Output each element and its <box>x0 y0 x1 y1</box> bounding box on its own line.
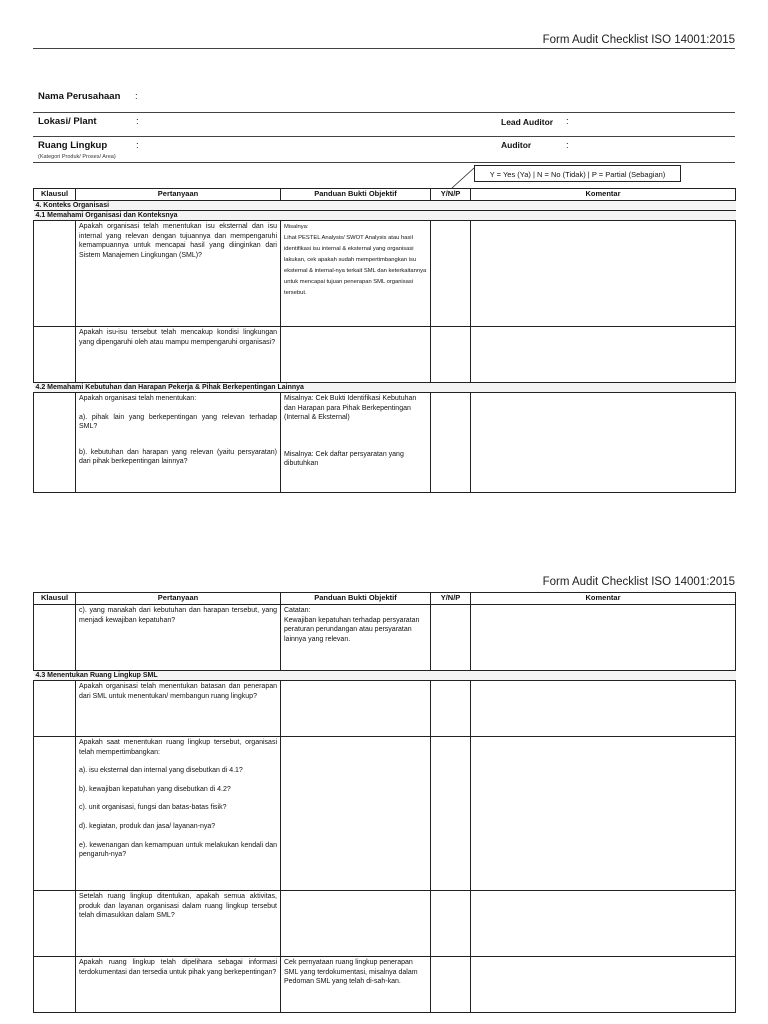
table-row <box>34 737 736 891</box>
question-cell <box>76 605 281 671</box>
comment-cell[interactable] <box>471 957 736 1013</box>
ynp-cell[interactable] <box>431 327 471 383</box>
question-cell <box>76 957 281 1013</box>
ynp-cell[interactable] <box>431 891 471 957</box>
question-item-e: e). kewenangan dan kemampuan untuk melakukan kendali dan pengaruh-nya? <box>79 841 277 859</box>
question-cell <box>76 393 281 493</box>
comment-cell[interactable] <box>471 737 736 891</box>
auditor-label: Auditor <box>501 140 532 150</box>
legend-pointer-line <box>450 166 476 190</box>
table-row <box>34 221 736 327</box>
company-colon: : <box>135 91 138 102</box>
clause-cell <box>34 737 76 891</box>
clause-cell <box>34 327 76 383</box>
question-item-b: b). kewajiban kepatuhan yang disebutkan di 4.2? <box>79 785 231 793</box>
evidence-cell <box>281 737 431 891</box>
col-question: Pertanyaan <box>76 593 281 605</box>
evidence-text: Cek pernyataan ruang lingkup penerapan SML yang terdokumentasi, misalnya dalam Pedoman SML yang telah di-sah-kan. <box>284 959 418 986</box>
col-ynp: Y/N/P <box>431 593 471 605</box>
clause-cell <box>34 957 76 1013</box>
checklist-page-2 <box>0 560 768 1024</box>
clause-cell <box>34 891 76 957</box>
evidence-cell <box>281 681 431 737</box>
ynp-cell[interactable] <box>431 737 471 891</box>
evidence-cell <box>281 957 431 1013</box>
evidence-heading: Misalnya: <box>284 224 309 230</box>
question-intro: Apakah saat menentukan ruang lingkup tersebut, organisasi telah mempertimbangkan: <box>79 739 277 756</box>
question-cell <box>76 891 281 957</box>
auditor-colon: : <box>566 140 569 151</box>
question-item-a: a). isu eksternal dan internal yang disebutkan di 4.1? <box>79 767 243 775</box>
col-clause: Klausul <box>34 189 76 201</box>
ynp-cell[interactable] <box>431 681 471 737</box>
lead-auditor-colon: : <box>566 116 569 127</box>
ynp-cell[interactable] <box>431 393 471 493</box>
location-label: Lokasi/ Plant <box>38 116 97 127</box>
question-text: Apakah organisasi telah menentukan isu eksternal dan isu internal yang relevan dengan tujuannya dan mempengaruhi kemampuannya untuk mencapai hasil yang diinginkan dari Sistem Manajemen Lingkungan (SML)? <box>79 223 277 259</box>
table-row <box>34 605 736 671</box>
section-row <box>34 671 736 681</box>
section-4-1-title: 4.1 Memahami Organisasi dan Konteksnya <box>34 211 736 221</box>
comment-cell[interactable] <box>471 681 736 737</box>
clause-cell <box>34 681 76 737</box>
table-row <box>34 957 736 1013</box>
clause-cell <box>34 605 76 671</box>
location-rule <box>33 136 735 137</box>
scope-sublabel: (Kategori Produk/ Proses/ Area) <box>38 154 116 160</box>
scope-rule <box>33 162 735 163</box>
evidence-text-a: Misalnya: Cek Bukti Identifikasi Kebutuhan dan Harapan para Pihak Berkepentingan (Internal & Eksternal) <box>284 395 417 422</box>
evidence-cell <box>281 327 431 383</box>
ynp-cell[interactable] <box>431 221 471 327</box>
ynp-cell[interactable] <box>431 957 471 1013</box>
ynp-legend: Y = Yes (Ya) | N = No (Tidak) | P = Partial (Sebagian) <box>474 165 681 182</box>
table-row <box>34 891 736 957</box>
document-title: Form Audit Checklist ISO 14001:2015 <box>542 34 735 46</box>
question-cell <box>76 221 281 327</box>
comment-cell[interactable] <box>471 221 736 327</box>
comment-cell[interactable] <box>471 327 736 383</box>
question-item-b: b). kebutuhan dan harapan yang relevan (yaitu persyaratan) dari pihak berkepentingan lainnya? <box>79 448 277 466</box>
ynp-cell[interactable] <box>431 605 471 671</box>
location-colon: : <box>136 116 139 127</box>
col-question: Pertanyaan <box>76 189 281 201</box>
evidence-cell <box>281 605 431 671</box>
evidence-text-b: Misalnya: Cek daftar persyaratan yang dibutuhkan <box>284 450 404 468</box>
question-text: Apakah ruang lingkup telah dipelihara sebagai informasi terdokumentasi dan tersedia untuk pihak yang berkepentingan? <box>79 959 277 976</box>
scope-colon: : <box>136 140 139 151</box>
evidence-heading: Catatan: <box>284 607 311 614</box>
evidence-cell <box>281 393 431 493</box>
table-row <box>34 327 736 383</box>
question-item-a: a). pihak lain yang berkepentingan yang relevan terhadap SML? <box>79 413 277 431</box>
checklist-table-1 <box>33 188 736 493</box>
document-title: Form Audit Checklist ISO 14001:2015 <box>542 576 735 588</box>
evidence-cell <box>281 891 431 957</box>
section-4-3-title: 4.3 Menentukan Ruang Lingkup SML <box>34 671 736 681</box>
clause-cell <box>34 393 76 493</box>
col-ynp: Y/N/P <box>431 189 471 201</box>
question-item-c: c). unit organisasi, fungsi dan batas-batas fisik? <box>79 804 227 812</box>
col-evidence: Panduan Bukti Objektif <box>281 189 431 201</box>
comment-cell[interactable] <box>471 393 736 493</box>
question-text: Apakah isu-isu tersebut telah mencakup kondisi lingkungan yang dipengaruhi oleh atau mampu mempengaruhi organisasi? <box>79 329 277 346</box>
question-text: c). yang manakah dari kebutuhan dan harapan tersebut, yang menjadi kewajiban kepatuhan? <box>79 607 277 624</box>
question-item-d: d). kegiatan, produk dan jasa/ layanan-nya? <box>79 822 216 830</box>
lead-auditor-label: Lead Auditor <box>501 117 554 127</box>
table-row <box>34 681 736 737</box>
company-label: Nama Perusahaan <box>38 91 121 102</box>
question-cell <box>76 681 281 737</box>
section-row <box>34 383 736 393</box>
scope-label: Ruang Lingkup <box>38 140 108 151</box>
clause-cell <box>34 221 76 327</box>
table-header-row <box>34 189 736 201</box>
col-evidence: Panduan Bukti Objektif <box>281 593 431 605</box>
comment-cell[interactable] <box>471 605 736 671</box>
section-row <box>34 201 736 211</box>
evidence-cell <box>281 221 431 327</box>
evidence-text: Kewajiban kepatuhan terhadap persyaratan peraturan perundangan atau persyaratan lainnya yang relevan. <box>284 616 420 643</box>
checklist-table-2 <box>33 592 736 1013</box>
comment-cell[interactable] <box>471 891 736 957</box>
col-comment: Komentar <box>471 189 736 201</box>
title-rule <box>33 48 735 49</box>
section-4-title: 4. Konteks Organisasi <box>34 201 736 211</box>
question-cell <box>76 327 281 383</box>
company-rule <box>33 112 735 113</box>
question-text: Apakah organisasi telah menentukan batasan dan penerapan dari SML untuk menentukan/ membangun ruang lingkup? <box>79 683 277 700</box>
table-header-row <box>34 593 736 605</box>
question-cell <box>76 737 281 891</box>
evidence-text: Lihat PESTEL Analysis/ SWOT Analysis atau hasil identifikasi isu internal & eksternal yang organisasi lakukan, cek apakah sudah mempertimbangkan isu eksternal & internal-nya terkait SML dan keterkaitannya untuk mencapai tujuan penerapan SML organisasi tersebut. <box>284 235 427 296</box>
col-comment: Komentar <box>471 593 736 605</box>
question-text: Setelah ruang lingkup ditentukan, apakah semua aktivitas, produk dan layanan organisasi dalam ruang lingkup tersebut telah dimasukkan dalam SML? <box>79 893 277 920</box>
question-intro: Apakah organisasi telah menentukan: <box>79 395 197 402</box>
section-row <box>34 211 736 221</box>
col-clause: Klausul <box>34 593 76 605</box>
section-4-2-title: 4.2 Memahami Kebutuhan dan Harapan Pekerja & Pihak Berkepentingan Lainnya <box>34 383 736 393</box>
table-row <box>34 393 736 493</box>
